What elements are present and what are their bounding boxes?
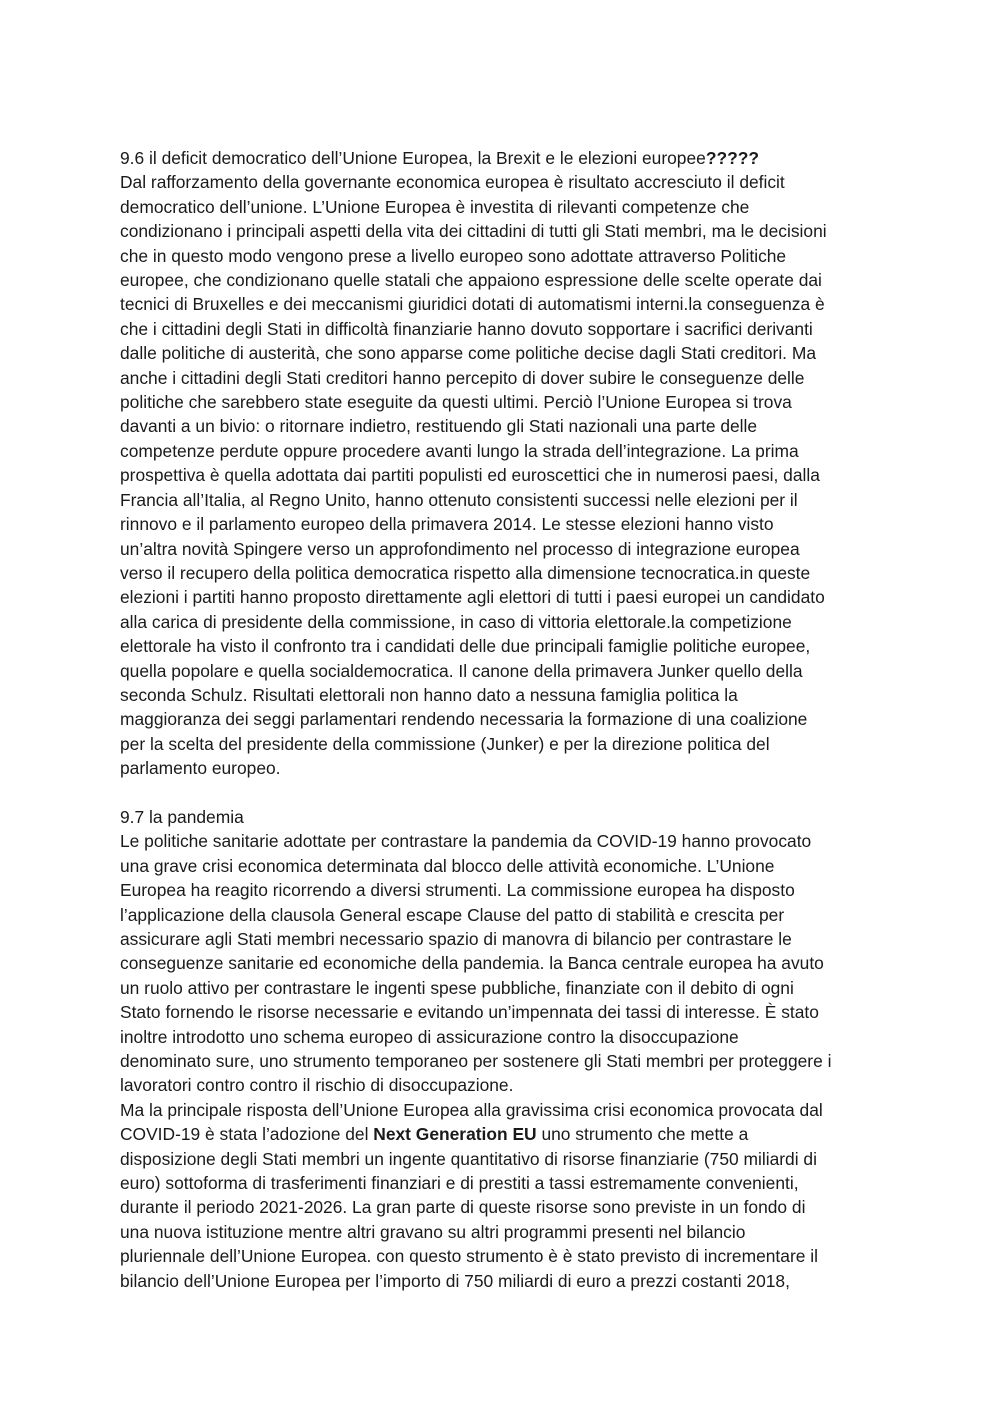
text-line: condizionano i principali aspetti della vita dei cittadini di tutti gli Stati membri, ma le decisioni bbox=[120, 221, 827, 242]
text-line: che i cittadini degli Stati in difficoltà finanziarie hanno dovuto sopportare i sacrifici derivanti bbox=[120, 318, 813, 339]
text-line: che in questo modo vengono prese a livello europeo sono adottate attraverso Politiche bbox=[120, 245, 787, 266]
text-line: Le politiche sanitarie adottate per contrastare la pandemia da COVID-19 hanno provocato bbox=[120, 831, 812, 852]
text-line: pluriennale dell’Unione Europea. con questo strumento è è stato previsto di incrementare il bbox=[120, 1246, 818, 1267]
document-body bbox=[120, 146, 900, 1293]
text-line: l’applicazione della clausola General escape Clause del patto di stabilità e crescita per bbox=[120, 904, 785, 925]
section-9-6-body bbox=[120, 170, 900, 780]
ngeu-line bbox=[120, 1122, 900, 1146]
text-line: verso il recupero della politica democratica rispetto alla dimensione tecnocratica.in queste bbox=[120, 562, 811, 583]
section-9-7-body-part-2 bbox=[120, 1147, 900, 1293]
text-line: seconda Schulz. Risultati elettorali non hanno dato a nessuna famiglia politica la bbox=[120, 684, 738, 705]
text-line: lavoratori contro contro il rischio di disoccupazione. bbox=[120, 1075, 514, 1096]
text-line: un ruolo attivo per contrastare le ingenti spese pubbliche, finanziate con il debito di ogni bbox=[120, 977, 794, 998]
text-line: alla carica di presidente della commissione, in caso di vittoria elettorale.la competizione bbox=[120, 611, 792, 632]
text-line: maggioranza dei seggi parlamentari rendendo necessaria la formazione di una coalizione bbox=[120, 709, 808, 730]
text-line: rinnovo e il parlamento europeo della primavera 2014. Le stesse elezioni hanno visto bbox=[120, 514, 774, 535]
section-9-6-title bbox=[120, 146, 900, 170]
text-line: una grave crisi economica determinata dal blocco delle attività economiche. L’Unione bbox=[120, 855, 775, 876]
text-line: anche i cittadini degli Stati creditori hanno percepito di dover subire le conseguenze delle bbox=[120, 367, 805, 388]
section-9-6-title-text: 9.6 il deficit democratico dell’Unione Europea, la Brexit e le elezioni europee bbox=[120, 148, 706, 168]
text-line: inoltre introdotto uno schema europeo di assicurazione contro la disoccupazione bbox=[120, 1026, 739, 1047]
section-9-7-body-part-1 bbox=[120, 829, 900, 1122]
text-line: Ma la principale risposta dell’Unione Europea alla gravissima crisi economica provocata dal bbox=[120, 1099, 823, 1120]
text-line: disposizione degli Stati membri un ingente quantitativo di risorse finanziarie (750 miliardi di bbox=[120, 1148, 817, 1169]
section-9-7-title: 9.7 la pandemia bbox=[120, 806, 244, 827]
text-line: politiche che sarebbero state eseguite da questi ultimi. Perciò l’Unione Europea si trova bbox=[120, 392, 792, 413]
text-line: parlamento europeo. bbox=[120, 758, 281, 779]
text-line: assicurare agli Stati membri necessario spazio di manovra di bilancio per contrastare le bbox=[120, 928, 792, 949]
text-line: europee, che condizionano quelle statali che appaiono espressione delle scelte operate dai bbox=[120, 270, 822, 291]
ngeu-line-after: uno strumento che mette a bbox=[536, 1124, 749, 1145]
text-line: denominato sure, uno strumento temporaneo per sostenere gli Stati membri per proteggere i bbox=[120, 1051, 832, 1072]
text-line: Francia all’Italia, al Regno Unito, hanno ottenuto consistenti successi nelle elezioni per il bbox=[120, 489, 798, 510]
text-line: tecnici di Bruxelles e dei meccanismi giuridici dotati di automatismi interni.la conseguenza è bbox=[120, 294, 825, 315]
text-line: euro) sottoforma di trasferimenti finanziari e di prestiti a tassi estremamente convenienti, bbox=[120, 1173, 799, 1194]
text-line: quella popolare e quella socialdemocratica. Il canone della primavera Junker quello della bbox=[120, 660, 803, 681]
ngeu-line-before: COVID-19 è stata l’adozione del bbox=[120, 1124, 374, 1145]
text-line: un’altra novità Spingere verso un approfondimento nel processo di integrazione europea bbox=[120, 538, 800, 559]
ngeu-name: Next Generation EU bbox=[373, 1124, 537, 1145]
text-line: elezioni i partiti hanno proposto direttamente agli elettori di tutti i paesi europei un candidato bbox=[120, 587, 825, 608]
paragraph-gap bbox=[120, 781, 900, 805]
text-line: davanti a un bivio: o ritornare indietro, restituendo gli Stati nazionali una parte delle bbox=[120, 416, 758, 437]
text-line: elettorale ha visto il confronto tra i candidati delle due principali famiglie politiche europee, bbox=[120, 636, 811, 657]
text-line: competenze perdute oppure procedere avanti lungo la strada dell’integrazione. La prima bbox=[120, 440, 799, 461]
text-line: Dal rafforzamento della governante economica europea è risultato accresciuto il deficit bbox=[120, 172, 785, 193]
text-line: conseguenze sanitarie ed economiche della pandemia. la Banca centrale europea ha avuto bbox=[120, 953, 824, 974]
text-line: democratico dell’unione. L’Unione Europea è investita di rilevanti competenze che bbox=[120, 196, 750, 217]
text-line: bilancio dell’Unione Europea per l’importo di 750 miliardi di euro a prezzi costanti 2018, bbox=[120, 1270, 790, 1291]
section-9-6-title-marks: ????? bbox=[705, 148, 759, 168]
text-line: dalle politiche di austerità, che sono apparse come politiche decise dagli Stati creditori. Ma bbox=[120, 343, 817, 364]
text-line: Europea ha reagito ricorrendo a diversi strumenti. La commissione europea ha disposto bbox=[120, 880, 795, 901]
text-line: Stato fornendo le risorse necessarie e evitando un’impennata dei tassi di interesse. È stato bbox=[120, 1002, 819, 1023]
text-line: prospettiva è quella adottata dai partiti populisti ed euroscettici che in numerosi paesi, dalla bbox=[120, 465, 820, 486]
text-line: una nuova istituzione mentre altri gravano su altri programmi presenti nel bilancio bbox=[120, 1221, 746, 1242]
text-line: per la scelta del presidente della commissione (Junker) e per la direzione politica del bbox=[120, 733, 770, 754]
text-line: durante il periodo 2021-2026. La gran parte di queste risorse sono previste in un fondo di bbox=[120, 1197, 806, 1218]
